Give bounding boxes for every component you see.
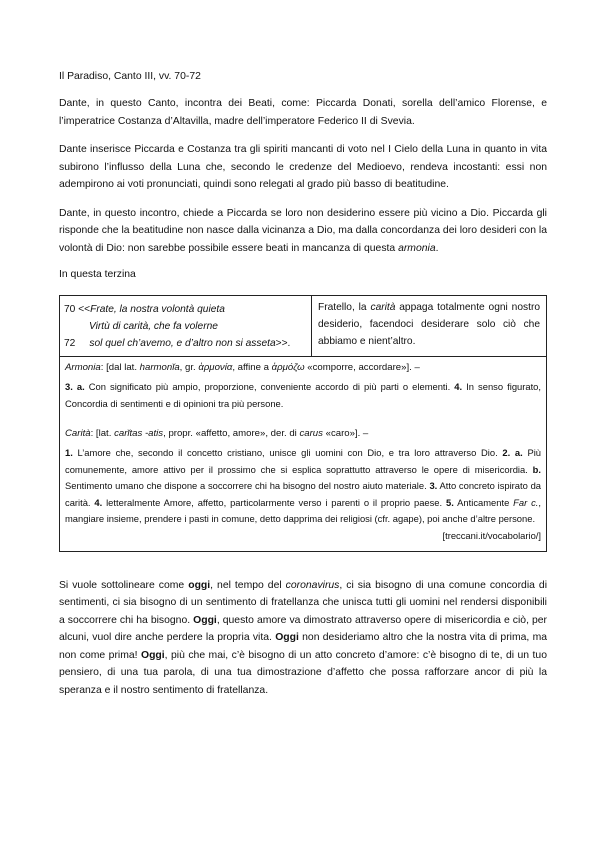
translation-cell: Fratello, la carità appaga totalmente ogni nostro desiderio, facendoci desiderare solo ciò che abbiamo e nient’altro. [312,296,547,357]
definitions-cell [60,357,547,552]
intro-paragraph-3: Dante, in questo incontro, chiede a Piccarda se loro non desiderino essere più vicino a Dio. Piccarda gli risponde che la beatitudine non nasce dalla vicinanza a Dio, ma dalla concordanza dei loro desideri con la volontà di Dio: non sarebbe possibile essere beati in mancanza di questa armonia. [59,207,547,254]
intro-paragraph-1: Dante, in questo Canto, incontra dei Beati, come: Piccarda Donati, sorella dell’amico Florense, e l’imperatrice Costanza d’Altavilla, madre dell’imperatore Federico II di Svevia. [59,98,547,127]
verse-cell [60,296,312,357]
document-title: Il Paradiso, Canto III, vv. 70-72 [59,71,201,82]
verse-line-72: 72 sol quel ch’avemo, e d’altro non si asseta>>. [64,338,291,349]
verse-line-71: Virtù di carità, che fa volerne [89,321,218,332]
armonia-definition-heading: Armonia: [dal lat. harmonĭa, gr. ἁρμονία, affine a ἁρμόζω «comporre, accordare»]. – [65,362,420,373]
intro-paragraph-2: Dante inserisce Piccarda e Costanza tra gli spiriti mancanti di voto nel I Cielo della Luna in quanto in vita subirono l’influsso della Luna che, secondo le credenze del Medioevo, rendeva incostanti: essi non adempirono ai voti pronunciati, quindi sono relegati al grado più basso di beatitudine. [59,144,547,190]
terzina-table [59,295,547,552]
terzina-label: In questa terzina [59,269,136,280]
document-page [59,70,547,700]
verse-line-70: 70 <<Frate, la nostra volontà quieta [64,304,225,315]
armonia-definition-body: 3. a. Con significato più ampio, proporzione, conveniente accordo di più parti o elementi. 4. In senso figurato, Concordia di sentimenti e di opinioni tra più persone. [65,381,542,409]
armonia-emphasis: armonia [398,242,436,254]
carita-definition-heading: Carità: [lat. carĭtas -atis, propr. «affetto, amore», der. di carus «caro»]. – [65,428,369,439]
carita-definition-body: 1. L’amore che, secondo il concetto cristiano, unisce gli uomini con Dio, e tra loro attraverso Dio. 2. a. Più comunemente, amore attivo per il prossimo che si esplica soprattutto attraverso le opere di misericordia. b. Sentimento umano che dispone a soccorrere chi ha bisogno del nostro aiuto materiale. 3. Atto concreto ispirato da carità. 4. letteralmente Amore, affetto, particolarmente verso i parenti o il proprio paese. 5. Anticamente Far c., mangiare insieme, prendere i pasti in comune, detto dapprima dei religiosi (cfr. agape), poi anche d’altre persone. [65,447,542,524]
closing-paragraph: Si vuole sottolineare come oggi, nel tempo del coronavirus, ci sia bisogno di una comune concordia di sentimenti, ci sia bisogno di un sentimento di fratellanza che unisca tutti gli uomini nel rendersi disponibili a soccorrere chi ha bisogno. Oggi, questo amore va dimostrato attraverso opere di misericordia e ciò, per alcuni, vuol dire anche perdere la propria vita. Oggi non desideriamo altro che la nostra vita di prima, ma non come prima! Oggi, più che mai, c’è bisogno di un atto concreto d’amore: c’è bisogno di te, di un tuo pensiero, di una tua parola, di una tua dimostrazione d’affetto che possa rafforzare ancor di più la speranza e il nostro sentimento di fratellanza. [59,579,548,697]
source-citation: [treccani.it/vocabolario/] [442,529,541,541]
